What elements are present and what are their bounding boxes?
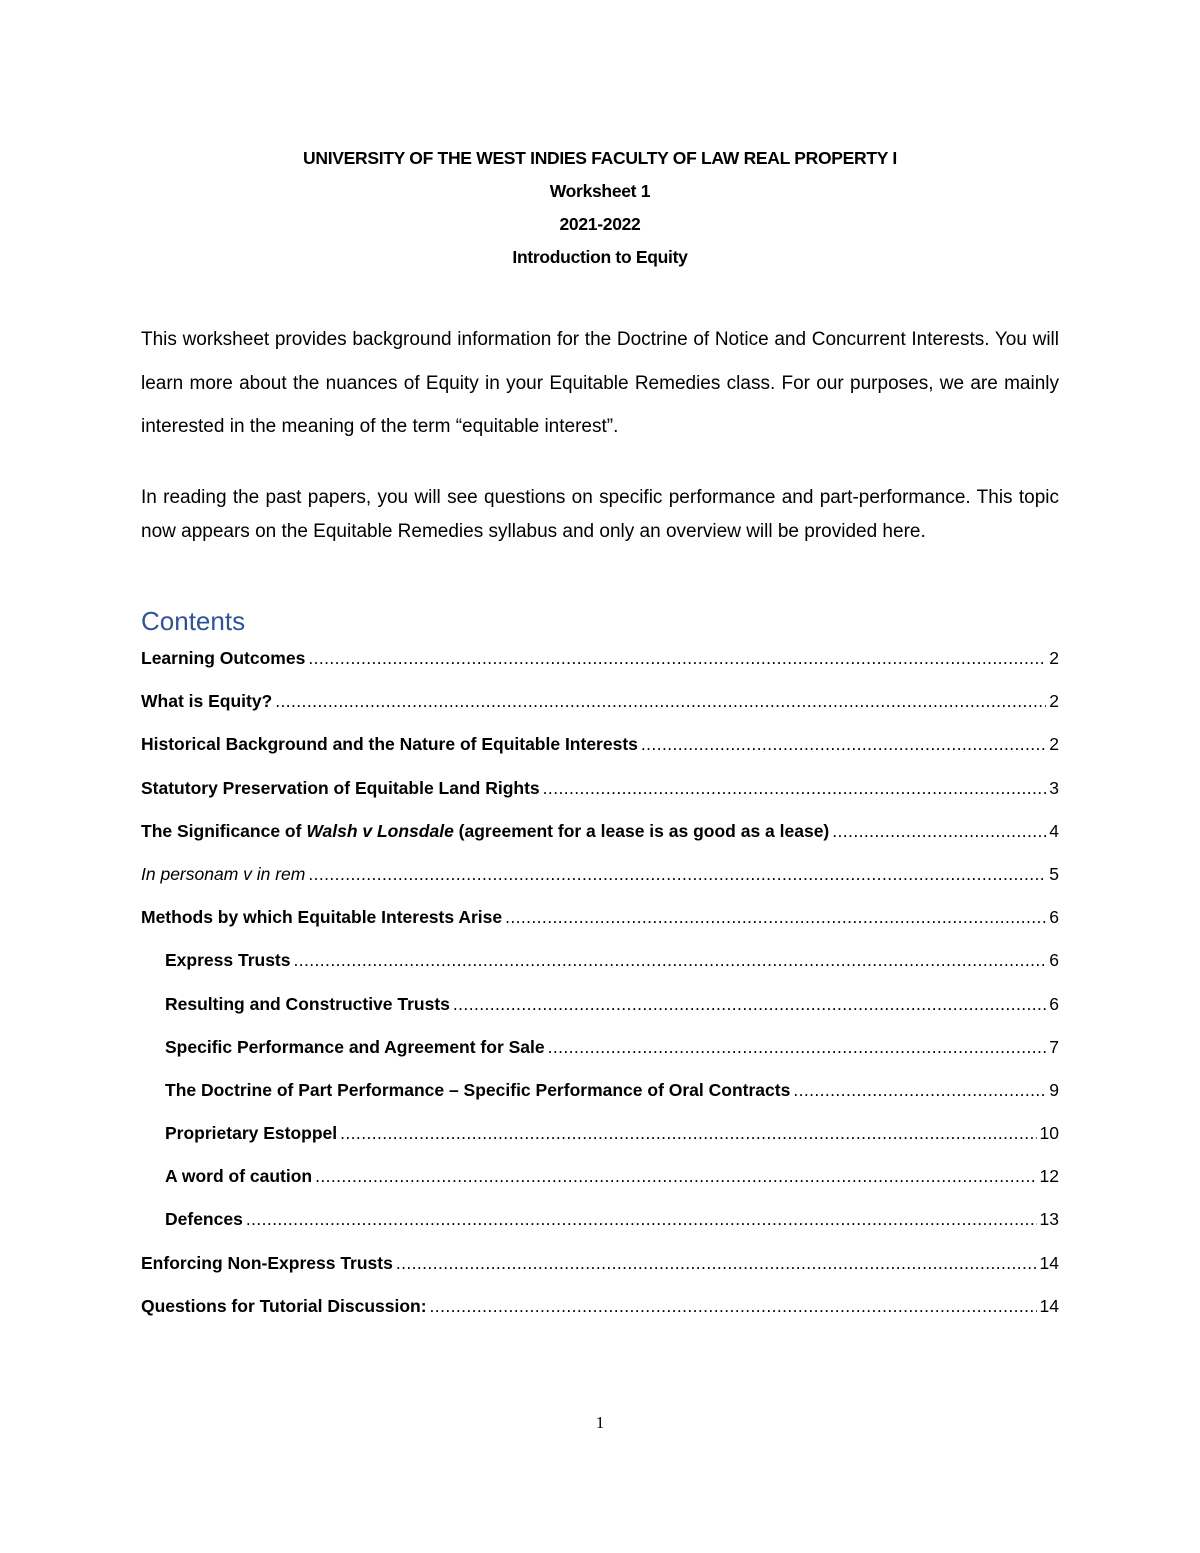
toc-subentry[interactable] bbox=[141, 1118, 1059, 1161]
contents-heading: Contents bbox=[141, 606, 246, 636]
toc-dot-leader bbox=[548, 1032, 1047, 1062]
worksheet-number: Worksheet 1 bbox=[549, 181, 651, 201]
toc-entry-page[interactable]: 2 bbox=[1049, 648, 1059, 668]
toc-entry-page[interactable]: 6 bbox=[1049, 907, 1059, 928]
toc-dot-leader bbox=[505, 902, 1046, 932]
toc-dot-leader bbox=[453, 989, 1046, 1019]
toc-case-name: Walsh v Lonsdale bbox=[306, 820, 454, 841]
toc-dot-leader bbox=[293, 945, 1046, 975]
toc-entry[interactable] bbox=[141, 859, 1059, 902]
toc-entry-title[interactable]: Historical Background and the Nature of Equitable Interests bbox=[141, 734, 638, 755]
toc-entry[interactable] bbox=[141, 1248, 1059, 1291]
intro-paragraph-1: This worksheet provides background information for the Doctrine of Notice and Concurrent Interests. You will learn more about the nuances of Equity in your Equitable Remedies class. For our purposes, we are mainly interested in the meaning of the term “equitable interest”. bbox=[141, 329, 1059, 437]
toc-entry-title[interactable]: Proprietary Estoppel bbox=[165, 1123, 338, 1144]
toc-entry-page[interactable]: 5 bbox=[1049, 863, 1059, 884]
toc-entry-title[interactable]: The Doctrine of Part Performance – Specific Performance of Oral Contracts bbox=[165, 1079, 791, 1100]
toc-entry-title[interactable]: Learning Outcomes bbox=[141, 648, 306, 668]
toc-entry-title[interactable]: Express Trusts bbox=[165, 950, 291, 971]
toc-entry-title[interactable]: A word of caution bbox=[165, 1166, 313, 1187]
toc-entry-page[interactable]: 12 bbox=[1039, 1166, 1059, 1187]
toc-dot-leader bbox=[315, 1161, 1036, 1191]
toc-entry-page[interactable]: 10 bbox=[1039, 1123, 1059, 1144]
toc-entry[interactable] bbox=[141, 902, 1059, 945]
toc-subentry[interactable] bbox=[141, 1204, 1059, 1247]
intro-paragraph-2: In reading the past papers, you will see questions on specific performance and part-performance. This topic now appears on the Equitable Remedies syllabus and only an overview will be provided here. bbox=[141, 487, 1059, 542]
toc-subentry[interactable] bbox=[141, 945, 1059, 988]
toc-title-part: The Significance of bbox=[141, 820, 307, 841]
academic-year: 2021-2022 bbox=[559, 214, 641, 234]
toc-subentry[interactable] bbox=[141, 1075, 1059, 1118]
toc-dot-leader bbox=[793, 1075, 1046, 1105]
toc-entry-page[interactable]: 2 bbox=[1049, 734, 1059, 755]
toc-dot-leader bbox=[340, 1118, 1036, 1148]
worksheet-topic: Introduction to Equity bbox=[512, 247, 688, 267]
toc-subentry[interactable] bbox=[141, 1032, 1059, 1075]
toc-entry[interactable] bbox=[141, 1291, 1059, 1334]
toc-dot-leader bbox=[308, 643, 1046, 673]
toc-dot-leader bbox=[396, 1248, 1037, 1278]
toc-entry-title[interactable]: Enforcing Non-Express Trusts bbox=[141, 1252, 393, 1273]
toc-entry-page[interactable]: 2 bbox=[1049, 691, 1059, 712]
toc-entry-title[interactable]: Methods by which Equitable Interests Arise bbox=[141, 907, 503, 928]
toc-entry-title[interactable]: In personam v in rem bbox=[141, 863, 306, 884]
toc-dot-leader bbox=[832, 816, 1046, 846]
toc-entry-title[interactable]: Resulting and Constructive Trusts bbox=[165, 993, 450, 1014]
toc-entry-title[interactable]: Statutory Preservation of Equitable Land Rights bbox=[141, 777, 540, 798]
toc-entry[interactable] bbox=[141, 643, 1059, 686]
toc-dot-leader bbox=[275, 686, 1046, 716]
toc-entry-title[interactable]: Specific Performance and Agreement for Sale bbox=[165, 1036, 545, 1057]
toc-dot-leader bbox=[543, 773, 1047, 803]
toc-dot-leader bbox=[430, 1291, 1037, 1321]
toc-entry-title[interactable] bbox=[141, 816, 829, 846]
institution-title: UNIVERSITY OF THE WEST INDIES FACULTY OF LAW REAL PROPERTY I bbox=[303, 148, 897, 168]
toc-entry-page[interactable]: 13 bbox=[1039, 1209, 1059, 1230]
toc-title-part: (agreement for a lease is as good as a lease) bbox=[453, 820, 830, 841]
toc-entry-title[interactable]: Defences bbox=[165, 1209, 243, 1230]
toc-subentry[interactable] bbox=[141, 1161, 1059, 1204]
toc-dot-leader bbox=[641, 729, 1046, 759]
toc-entry-page[interactable]: 9 bbox=[1049, 1079, 1059, 1100]
toc-entry-page[interactable]: 3 bbox=[1049, 777, 1059, 798]
toc-entry-page[interactable]: 7 bbox=[1049, 1036, 1059, 1057]
toc-entry-page[interactable]: 4 bbox=[1049, 820, 1059, 841]
toc-entry[interactable] bbox=[141, 773, 1059, 816]
toc-entry-page[interactable]: 14 bbox=[1039, 1252, 1059, 1273]
toc-entry-title[interactable]: Questions for Tutorial Discussion: bbox=[141, 1295, 427, 1316]
toc-entry-title[interactable]: What is Equity? bbox=[141, 691, 273, 712]
page-number: 1 bbox=[595, 1413, 605, 1432]
toc-dot-leader bbox=[246, 1204, 1037, 1234]
document-header bbox=[141, 146, 1059, 278]
toc-entry-page[interactable]: 6 bbox=[1049, 950, 1059, 971]
toc-entry-page[interactable]: 6 bbox=[1049, 993, 1059, 1014]
toc-entry-page[interactable]: 14 bbox=[1039, 1295, 1059, 1316]
toc-dot-leader bbox=[308, 859, 1046, 889]
table-of-contents bbox=[141, 643, 1059, 1334]
toc-subentry[interactable] bbox=[141, 989, 1059, 1032]
toc-entry[interactable] bbox=[141, 816, 1059, 859]
toc-entry[interactable] bbox=[141, 729, 1059, 772]
toc-entry[interactable] bbox=[141, 686, 1059, 729]
